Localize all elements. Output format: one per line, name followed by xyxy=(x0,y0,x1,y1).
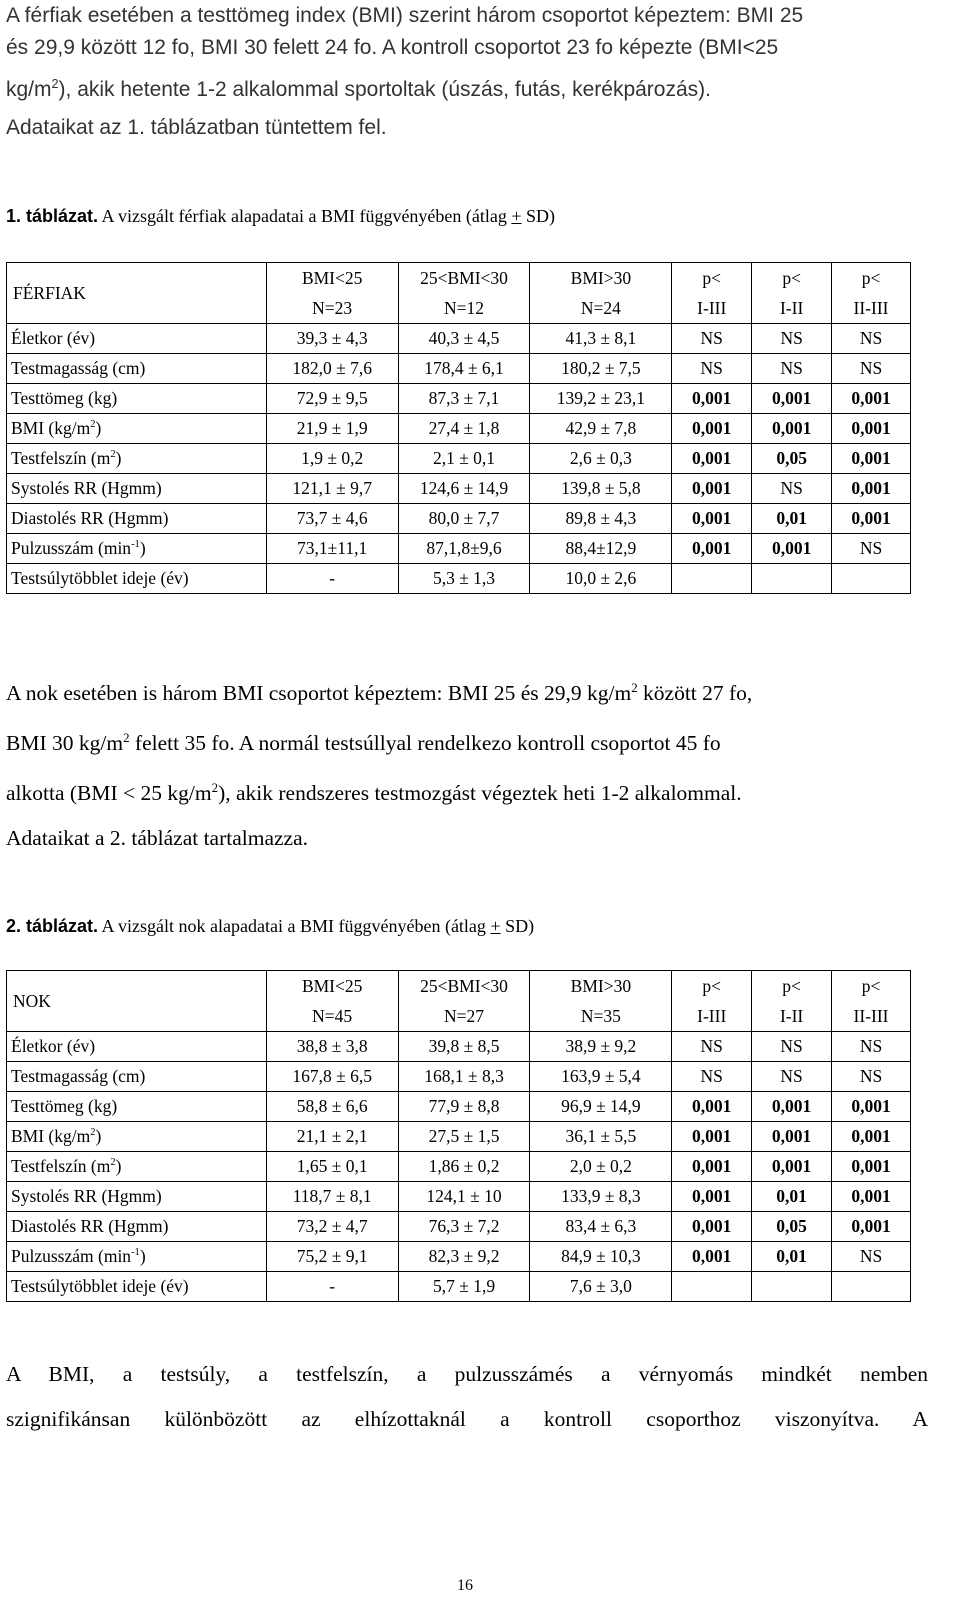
row-label-text: Pulzusszám (min xyxy=(11,1246,132,1266)
column-header-bottom: N=24 xyxy=(580,298,621,318)
value-cell: 168,1 ± 8,3 xyxy=(398,1062,530,1092)
table1-caption-text: A vizsgált férfiak alapadatai a BMI függvényében (átlag xyxy=(101,206,512,226)
table-row xyxy=(7,384,911,414)
column-header-bottom: II-III xyxy=(853,1006,889,1026)
row-label-text-end: ) xyxy=(139,538,146,558)
row-label-text: BMI (kg/m xyxy=(11,418,91,438)
value-cell: 2,1 ± 0,1 xyxy=(398,444,530,474)
table-row xyxy=(7,1032,911,1062)
plus-minus-sign: + xyxy=(490,916,501,936)
p-value-cell: NS xyxy=(832,324,911,354)
column-header-bottom: N=27 xyxy=(444,1006,485,1026)
p-value-cell xyxy=(672,564,752,594)
superscript: 2 xyxy=(110,449,116,461)
value-cell: 87,1,8±9,6 xyxy=(398,534,530,564)
p-value-cell: 0,001 xyxy=(672,1242,752,1272)
value-cell: 80,0 ± 7,7 xyxy=(398,504,530,534)
value-cell: 10,0 ± 2,6 xyxy=(530,564,672,594)
column-header-top: p< xyxy=(782,976,801,996)
table2-caption-text-end: SD) xyxy=(500,916,535,936)
table2-female-baseline xyxy=(6,970,911,1302)
table-row xyxy=(7,474,911,504)
table-header-row xyxy=(7,263,911,324)
table2-caption-text: A vizsgált nok alapadatai a BMI függvényében (átlag xyxy=(101,916,491,936)
value-cell: 2,0 ± 0,2 xyxy=(530,1152,672,1182)
intro-line: Adataikat az 1. táblázatban tüntettem fel. xyxy=(6,116,387,139)
p-value-cell: 0,001 xyxy=(672,384,752,414)
row-label: Testtömeg (kg) xyxy=(7,1092,267,1122)
table1-caption-label: 1. táblázat. xyxy=(6,206,99,226)
p-value-cell: 0,01 xyxy=(752,1182,832,1212)
intro-text: kg/m xyxy=(6,78,52,101)
row-label: Életkor (év) xyxy=(7,1032,267,1062)
value-cell: 96,9 ± 14,9 xyxy=(530,1092,672,1122)
value-cell: 167,8 ± 6,5 xyxy=(266,1062,398,1092)
column-header-top: p< xyxy=(861,268,881,288)
column-header-top: BMI>30 xyxy=(570,976,632,996)
value-cell: 5,7 ± 1,9 xyxy=(398,1272,530,1302)
column-header-bottom: I-III xyxy=(697,1006,727,1026)
value-cell: 89,8 ± 4,3 xyxy=(530,504,672,534)
value-cell: 38,9 ± 9,2 xyxy=(530,1032,672,1062)
row-label-text: Testfelszín (m xyxy=(11,1156,111,1176)
p-value-cell: 0,001 xyxy=(672,414,752,444)
value-cell: 82,3 ± 9,2 xyxy=(398,1242,530,1272)
value-cell: 124,1 ± 10 xyxy=(398,1182,530,1212)
column-header xyxy=(398,263,530,324)
value-cell: 180,2 ± 7,5 xyxy=(530,354,672,384)
column-header-top: p< xyxy=(861,976,881,996)
p-value-cell: 0,001 xyxy=(672,1152,752,1182)
row-label xyxy=(7,1242,267,1272)
p-value-cell: NS xyxy=(672,1032,752,1062)
value-cell: 27,4 ± 1,8 xyxy=(398,414,530,444)
table-group-header: NOK xyxy=(7,971,267,1032)
value-cell: 7,6 ± 3,0 xyxy=(530,1272,672,1302)
p-value-cell: 0,001 xyxy=(832,1182,911,1212)
middle-paragraph xyxy=(6,666,928,861)
value-cell: 84,9 ± 10,3 xyxy=(530,1242,672,1272)
column-header-bottom: I-II xyxy=(779,298,804,318)
value-cell: 88,4±12,9 xyxy=(530,534,672,564)
superscript: 2 xyxy=(90,1127,96,1139)
table-row xyxy=(7,414,911,444)
p-value-cell: 0,05 xyxy=(752,1212,832,1242)
superscript: 2 xyxy=(631,681,638,695)
table-row xyxy=(7,324,911,354)
p-value-cell: 0,001 xyxy=(752,384,832,414)
value-cell: 182,0 ± 7,6 xyxy=(266,354,398,384)
column-header-bottom: N=23 xyxy=(312,298,353,318)
p-value-cell: 0,001 xyxy=(672,504,752,534)
value-cell: 27,5 ± 1,5 xyxy=(398,1122,530,1152)
p-value-cell: 0,001 xyxy=(752,414,832,444)
row-label-text: Pulzusszám (min xyxy=(11,538,132,558)
plus-minus-sign: + xyxy=(511,206,522,226)
value-cell: 21,1 ± 2,1 xyxy=(266,1122,398,1152)
p-value-cell: 0,001 xyxy=(752,1092,832,1122)
p-value-cell: 0,001 xyxy=(832,504,911,534)
p-value-cell: 0,001 xyxy=(752,534,832,564)
p-value-cell: 0,001 xyxy=(752,1122,832,1152)
value-cell: 73,7 ± 4,6 xyxy=(266,504,398,534)
value-cell: - xyxy=(266,564,398,594)
intro-line: A férfiak esetében a testtömeg index (BMI) szerint három csoportot képeztem: BMI 25 xyxy=(6,4,804,27)
column-header-top: p< xyxy=(702,268,722,288)
p-value-cell: NS xyxy=(752,1062,832,1092)
column-header xyxy=(832,263,911,324)
value-cell: 72,9 ± 9,5 xyxy=(266,384,398,414)
superscript: -1 xyxy=(131,1247,140,1259)
p-value-cell: 0,001 xyxy=(832,384,911,414)
value-cell: - xyxy=(266,1272,398,1302)
value-cell: 5,3 ± 1,3 xyxy=(398,564,530,594)
value-cell: 39,8 ± 8,5 xyxy=(398,1032,530,1062)
column-header-bottom: II-III xyxy=(853,298,889,318)
table-row xyxy=(7,1062,911,1092)
value-cell: 41,3 ± 8,1 xyxy=(530,324,672,354)
p-value-cell: 0,001 xyxy=(832,444,911,474)
column-header-top: BMI<25 xyxy=(301,976,363,996)
table-row xyxy=(7,1092,911,1122)
superscript: 2 xyxy=(123,731,130,746)
row-label xyxy=(7,534,267,564)
row-label-text-end: ) xyxy=(115,1156,122,1176)
page-number: 16 xyxy=(457,1577,473,1594)
row-label: Diastolés RR (Hgmm) xyxy=(7,504,267,534)
p-value-cell: NS xyxy=(832,354,911,384)
intro-text: ), akik hetente 1-2 alkalommal sportoltak (úszás, futás, kerékpározás). xyxy=(58,78,711,101)
intro-line xyxy=(6,64,926,110)
p-value-cell: 0,001 xyxy=(752,1152,832,1182)
table-row xyxy=(7,1122,911,1152)
column-header-top: 25<BMI<30 xyxy=(420,976,508,996)
p-value-cell: NS xyxy=(752,1032,832,1062)
p-value-cell: 0,001 xyxy=(832,1152,911,1182)
column-header xyxy=(398,971,530,1032)
row-label-text: BMI (kg/m xyxy=(11,1126,91,1146)
value-cell: 76,3 ± 7,2 xyxy=(398,1212,530,1242)
column-header-bottom: N=12 xyxy=(444,298,485,318)
table-row xyxy=(7,1242,911,1272)
superscript: 2 xyxy=(211,781,219,796)
closing-line: A BMI, a testsúly, a testfelszín, a pulzusszámés a vérnyomás mindkét nemben xyxy=(6,1362,928,1386)
value-cell: 1,9 ± 0,2 xyxy=(266,444,398,474)
p-value-cell: NS xyxy=(832,534,911,564)
p-value-cell: 0,001 xyxy=(832,1212,911,1242)
table-group-header: FÉRFIAK xyxy=(7,263,267,324)
row-label: Testsúlytöbblet ideje (év) xyxy=(7,1272,267,1302)
column-header xyxy=(266,971,398,1032)
value-cell: 36,1 ± 5,5 xyxy=(530,1122,672,1152)
value-cell: 73,1±11,1 xyxy=(266,534,398,564)
table-header-row xyxy=(7,971,911,1032)
p-value-cell: 0,001 xyxy=(832,414,911,444)
column-header xyxy=(672,971,752,1032)
column-header xyxy=(530,971,672,1032)
column-header xyxy=(672,263,752,324)
table-row xyxy=(7,504,911,534)
row-label-text-end: ) xyxy=(139,1246,146,1266)
value-cell: 40,3 ± 4,5 xyxy=(398,324,530,354)
value-cell: 83,4 ± 6,3 xyxy=(530,1212,672,1242)
row-label xyxy=(7,414,267,444)
column-header-bottom: I-II xyxy=(779,1006,804,1026)
row-label-text-end: ) xyxy=(115,448,122,468)
middle-line: alkotta (BMI < 25 $kg/m^2$), akik rendszeres testmozgást végeztek heti 1-2 alkalommal. xyxy=(6,781,742,806)
p-value-cell: 0,01 xyxy=(752,504,832,534)
middle-line: BMI 30 $kg/m^2$ felett 35 fo. A normál testsúllyal rendelkezo kontroll csoportot 45 fo xyxy=(6,731,721,756)
p-value-cell xyxy=(752,564,832,594)
column-header xyxy=(530,263,672,324)
p-value-cell: 0,01 xyxy=(752,1242,832,1272)
middle-line: A nok esetében is három BMI csoportot képeztem: BMI 25 és 29,9 $kg/m^2$ között 27 fo, xyxy=(6,681,753,706)
value-cell: 87,3 ± 7,1 xyxy=(398,384,530,414)
intro-paragraph xyxy=(6,0,926,146)
p-value-cell: NS xyxy=(832,1032,911,1062)
value-cell: 42,9 ± 7,8 xyxy=(530,414,672,444)
superscript: 2 xyxy=(51,77,59,91)
row-label: Diastolés RR (Hgmm) xyxy=(7,1212,267,1242)
p-value-cell: 0,001 xyxy=(672,1182,752,1212)
value-cell: 178,4 ± 6,1 xyxy=(398,354,530,384)
p-value-cell: NS xyxy=(832,1242,911,1272)
p-value-cell: 0,001 xyxy=(832,474,911,504)
value-cell: 1,86 ± 0,2 xyxy=(398,1152,530,1182)
column-header-top: p< xyxy=(702,976,722,996)
p-value-cell: 0,001 xyxy=(672,474,752,504)
table-row xyxy=(7,1212,911,1242)
p-value-cell: 0,001 xyxy=(672,1212,752,1242)
p-value-cell: NS xyxy=(752,324,832,354)
row-label xyxy=(7,1122,267,1152)
value-cell: 58,8 ± 6,6 xyxy=(266,1092,398,1122)
value-cell: 38,8 ± 3,8 xyxy=(266,1032,398,1062)
column-header xyxy=(752,263,832,324)
column-header xyxy=(752,971,832,1032)
value-cell: 133,9 ± 8,3 xyxy=(530,1182,672,1212)
p-value-cell: 0,05 xyxy=(752,444,832,474)
row-label xyxy=(7,1152,267,1182)
row-label-text: Testfelszín (m xyxy=(11,448,111,468)
table2-caption-label: 2. táblázat. xyxy=(6,916,99,936)
column-header-top: p< xyxy=(782,268,801,288)
table-row xyxy=(7,1272,911,1302)
table-row xyxy=(7,534,911,564)
p-value-cell: NS xyxy=(752,474,832,504)
column-header xyxy=(266,263,398,324)
p-value-cell: NS xyxy=(672,1062,752,1092)
table-row xyxy=(7,1152,911,1182)
table-row xyxy=(7,564,911,594)
column-header-bottom: N=45 xyxy=(312,1006,353,1026)
p-value-cell: NS xyxy=(672,354,752,384)
table-row xyxy=(7,444,911,474)
table1-caption xyxy=(6,206,555,227)
value-cell: 1,65 ± 0,1 xyxy=(266,1152,398,1182)
table2-caption xyxy=(6,916,534,937)
row-label xyxy=(7,444,267,474)
p-value-cell: 0,001 xyxy=(672,534,752,564)
column-header xyxy=(832,971,911,1032)
value-cell: 163,9 ± 5,4 xyxy=(530,1062,672,1092)
row-label: Systolés RR (Hgmm) xyxy=(7,1182,267,1212)
row-label-text-end: ) xyxy=(95,1126,102,1146)
p-value-cell: 0,001 xyxy=(672,1122,752,1152)
row-label: Testmagasság (cm) xyxy=(7,1062,267,1092)
value-cell: 73,2 ± 4,7 xyxy=(266,1212,398,1242)
middle-line: Adataikat a 2. táblázat tartalmazza. xyxy=(6,826,309,851)
row-label: Testsúlytöbblet ideje (év) xyxy=(7,564,267,594)
value-cell: 2,6 ± 0,3 xyxy=(530,444,672,474)
column-header-top: BMI<25 xyxy=(301,268,363,288)
p-value-cell xyxy=(752,1272,832,1302)
value-cell: 21,9 ± 1,9 xyxy=(266,414,398,444)
superscript: 2 xyxy=(110,1157,116,1169)
value-cell: 139,8 ± 5,8 xyxy=(530,474,672,504)
row-label: Életkor (év) xyxy=(7,324,267,354)
row-label: Systolés RR (Hgmm) xyxy=(7,474,267,504)
value-cell: 39,3 ± 4,3 xyxy=(266,324,398,354)
superscript: 2 xyxy=(90,419,96,431)
column-header-bottom: N=35 xyxy=(580,1006,621,1026)
p-value-cell xyxy=(672,1272,752,1302)
table-row xyxy=(7,354,911,384)
p-value-cell: 0,001 xyxy=(672,1092,752,1122)
column-header-bottom: I-III xyxy=(697,298,727,318)
closing-line: szignifikánsan különbözött az elhízottaknál a kontroll csoporthoz viszonyítva. A xyxy=(6,1407,928,1431)
value-cell: 139,2 ± 23,1 xyxy=(530,384,672,414)
table1-male-baseline xyxy=(6,262,911,594)
p-value-cell: 0,001 xyxy=(832,1092,911,1122)
row-label-text-end: ) xyxy=(95,418,102,438)
p-value-cell xyxy=(832,1272,911,1302)
table-row xyxy=(7,1182,911,1212)
column-header-top: 25<BMI<30 xyxy=(420,268,508,288)
column-header-top: BMI>30 xyxy=(570,268,632,288)
table1-caption-text-end: SD) xyxy=(521,206,556,226)
closing-paragraph xyxy=(6,1352,928,1442)
value-cell: 124,6 ± 14,9 xyxy=(398,474,530,504)
p-value-cell: NS xyxy=(672,324,752,354)
row-label: Testtömeg (kg) xyxy=(7,384,267,414)
p-value-cell: NS xyxy=(832,1062,911,1092)
p-value-cell xyxy=(832,564,911,594)
row-label: Testmagasság (cm) xyxy=(7,354,267,384)
value-cell: 77,9 ± 8,8 xyxy=(398,1092,530,1122)
superscript: -1 xyxy=(131,539,140,551)
p-value-cell: NS xyxy=(752,354,832,384)
p-value-cell: 0,001 xyxy=(832,1122,911,1152)
value-cell: 75,2 ± 9,1 xyxy=(266,1242,398,1272)
intro-line: és 29,9 között 12 fo, BMI 30 felett 24 fo. A kontroll csoportot 23 fo képezte (BMI<25 xyxy=(6,36,779,59)
value-cell: 118,7 ± 8,1 xyxy=(266,1182,398,1212)
p-value-cell: 0,001 xyxy=(672,444,752,474)
value-cell: 121,1 ± 9,7 xyxy=(266,474,398,504)
